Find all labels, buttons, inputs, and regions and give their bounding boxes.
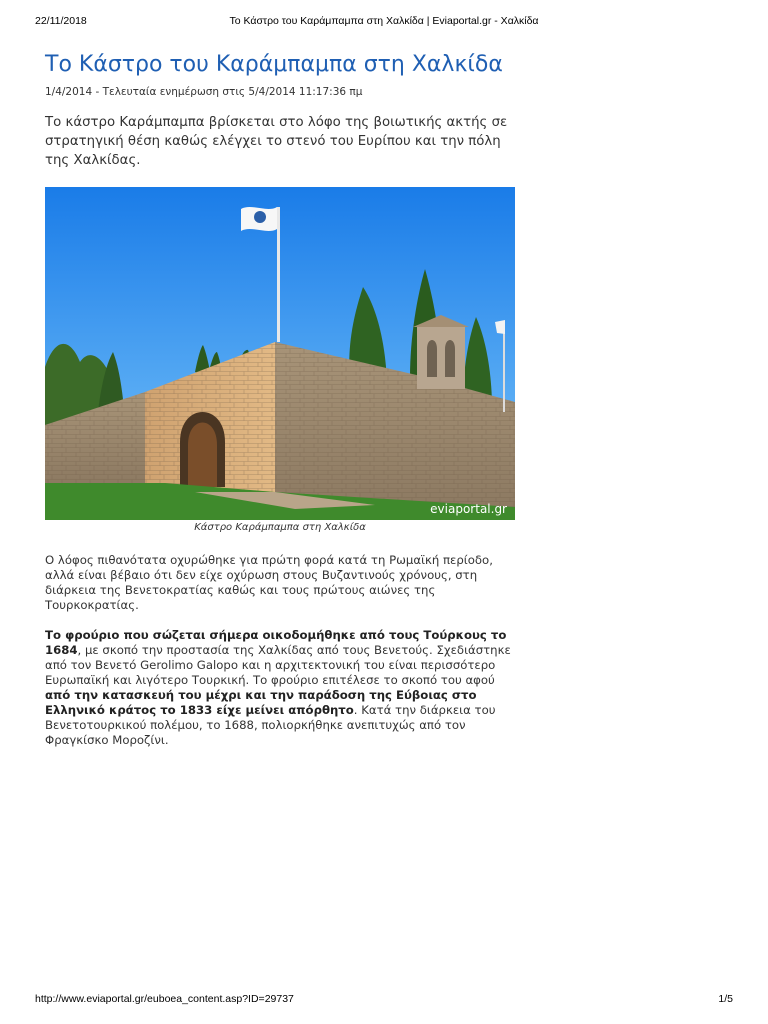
page-number: 1/5 — [718, 993, 733, 1005]
article-lead: Το κάστρο Καράμπαμπα βρίσκεται στο λόφο της βοιωτικής ακτής σε στρατηγική θέση καθώς ελέγχει το στενό του Ευρίπου και την πόλη της Χαλκίδας. — [45, 115, 508, 168]
paragraph-text-siege: . Κατά την διάρκεια του Βενετοτουρκικού πολέμου, το 1688, πολιορκήθηκε ανεπιτυχώς από τον Φραγκίσκο Μοροζίνι. — [45, 703, 496, 747]
article-figure — [45, 187, 515, 534]
paragraph-text-design: , με σκοπό την προστασία της Χαλκίδας από τους Βενετούς. Σχεδιάστηκε από τον Βενετό Gerolimo Galopo και η αρχιτεκτονική του είναι περισσότερο Ευρωπαϊκή και λιγότερο Τουρκική. Το φρούριο επιτέλεσε το σκοπό του αφού — [45, 643, 511, 687]
photo-watermark: eviaportal.gr — [430, 502, 507, 516]
paragraph-fortress — [45, 628, 515, 748]
article — [45, 50, 515, 748]
article-meta: 1/4/2014 - Τελευταία ενημέρωση στις 5/4/2014 11:17:36 πμ — [45, 86, 363, 98]
print-footer — [35, 993, 733, 1009]
image-caption: Κάστρο Καράμπαμπα στη Χαλκίδα — [194, 522, 366, 533]
paragraph-bold-construction: Το φρούριο που σώζεται σήμερα οικοδομήθηκε από τους Τούρκους το 1684 — [45, 628, 507, 657]
article-title: Το Κάστρο του Καράμπαμπα στη Χαλκίδα — [45, 52, 503, 77]
print-header — [35, 15, 733, 31]
paragraph-history: Ο λόφος πιθανότατα οχυρώθηκε για πρώτη φορά κατά τη Ρωμαϊκή περίοδο, αλλά είναι βέβαιο ότι δεν είχε οχύρωση στους Βυζαντινούς χρόνους, στη διάρκεια της Βενετοκρατίας καθώς και τους πρώτους αιώνες της Τουρκοκρατίας. — [45, 553, 493, 612]
print-page-title: Το Κάστρο του Καράμπαμπα στη Χαλκίδα | Eviaportal.gr - Χαλκίδα — [229, 15, 539, 27]
castle-photo — [45, 187, 515, 520]
print-url: http://www.eviaportal.gr/euboea_content.asp?ID=29737 — [35, 993, 294, 1005]
paragraph-bold-unconquered: από την κατασκευή του μέχρι και την παράδοση της Εύβοιας στο Ελληνικό κράτος το 1833 είχε μείνει απόρθητο — [45, 688, 477, 717]
print-date: 22/11/2018 — [35, 15, 87, 27]
